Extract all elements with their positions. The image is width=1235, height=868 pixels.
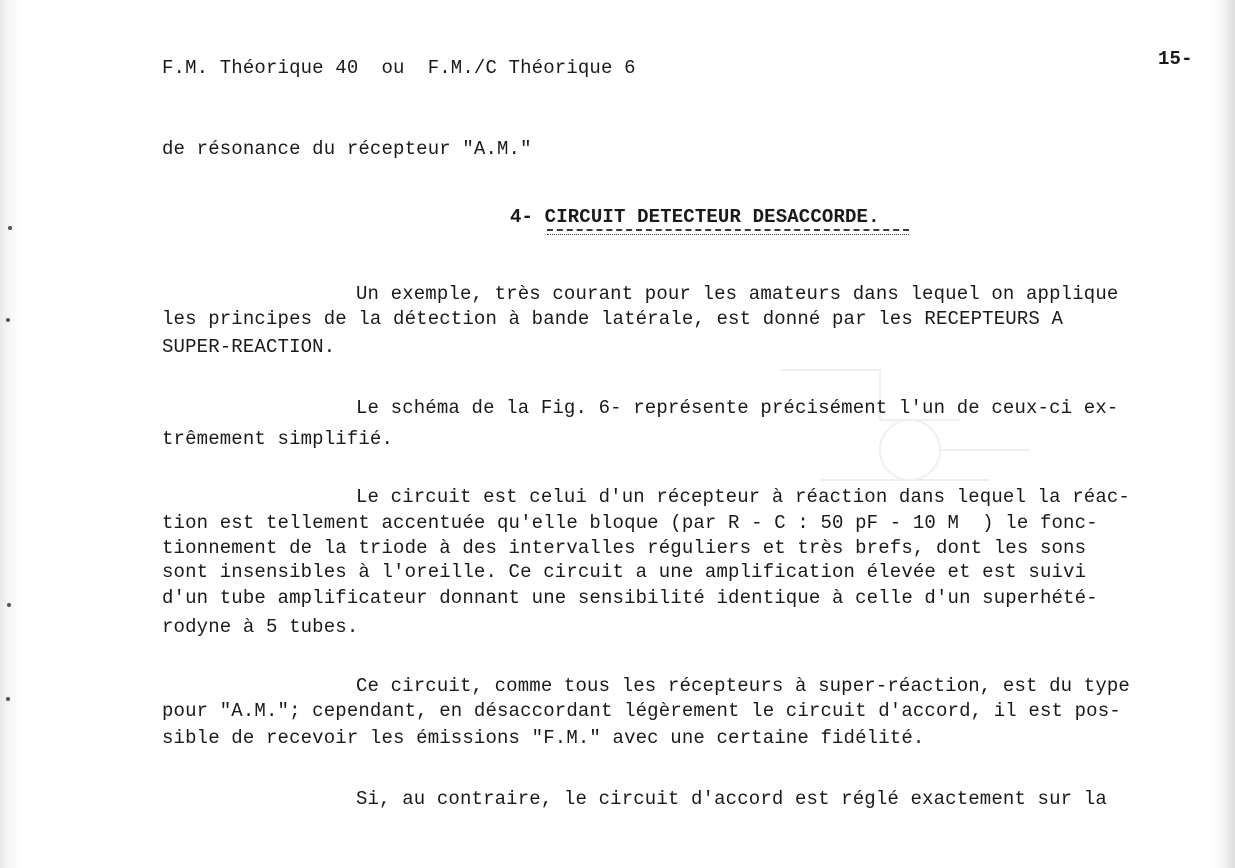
text-line: Un exemple, très courant pour les amateurs dans lequel on applique bbox=[356, 283, 1119, 305]
text-line: Le schéma de la Fig. 6- représente précisément l'un de ceux-ci ex- bbox=[356, 397, 1119, 419]
scan-speck bbox=[6, 318, 10, 322]
section-heading: 4- CIRCUIT DETECTEUR DESACCORDE. bbox=[510, 206, 880, 228]
text-line: Si, au contraire, le circuit d'accord est réglé exactement sur la bbox=[356, 788, 1107, 810]
text-line: de résonance du récepteur "A.M." bbox=[162, 138, 532, 160]
text-line: sont insensibles à l'oreille. Ce circuit a une amplification élevée et est suivi bbox=[162, 561, 1087, 583]
text-line: d'un tube amplificateur donnant une sensibilité identique à celle d'un superhété- bbox=[162, 587, 1098, 609]
heading-underline-dots bbox=[547, 234, 909, 235]
scan-speck bbox=[7, 603, 11, 607]
scan-speck bbox=[8, 226, 12, 230]
page-number: 15- bbox=[1158, 48, 1193, 70]
text-line: tionnement de la triode à des intervalles réguliers et très brefs, dont les sons bbox=[162, 537, 1087, 559]
heading-underline bbox=[547, 229, 909, 231]
text-line: tion est tellement accentuée qu'elle bloque (par R - C : 50 pF - 10 M ) le fonc- bbox=[162, 512, 1098, 534]
text-line: pour "A.M."; cependant, en désaccordant légèrement le circuit d'accord, il est pos- bbox=[162, 700, 1121, 722]
running-header: F.M. Théorique 40 ou F.M./C Théorique 6 bbox=[162, 57, 636, 79]
text-line: les principes de la détection à bande latérale, est donné par les RECEPTEURS A bbox=[162, 308, 1064, 330]
text-line: rodyne à 5 tubes. bbox=[162, 616, 359, 638]
text-line: Le circuit est celui d'un récepteur à réaction dans lequel la réac- bbox=[356, 486, 1130, 508]
scan-speck bbox=[6, 697, 10, 701]
text-line: SUPER-REACTION. bbox=[162, 336, 336, 358]
text-line: trêmement simplifié. bbox=[162, 428, 394, 450]
text-line: sible de recevoir les émissions "F.M." avec une certaine fidélité. bbox=[162, 727, 925, 749]
text-line: Ce circuit, comme tous les récepteurs à super-réaction, est du type bbox=[356, 675, 1130, 697]
